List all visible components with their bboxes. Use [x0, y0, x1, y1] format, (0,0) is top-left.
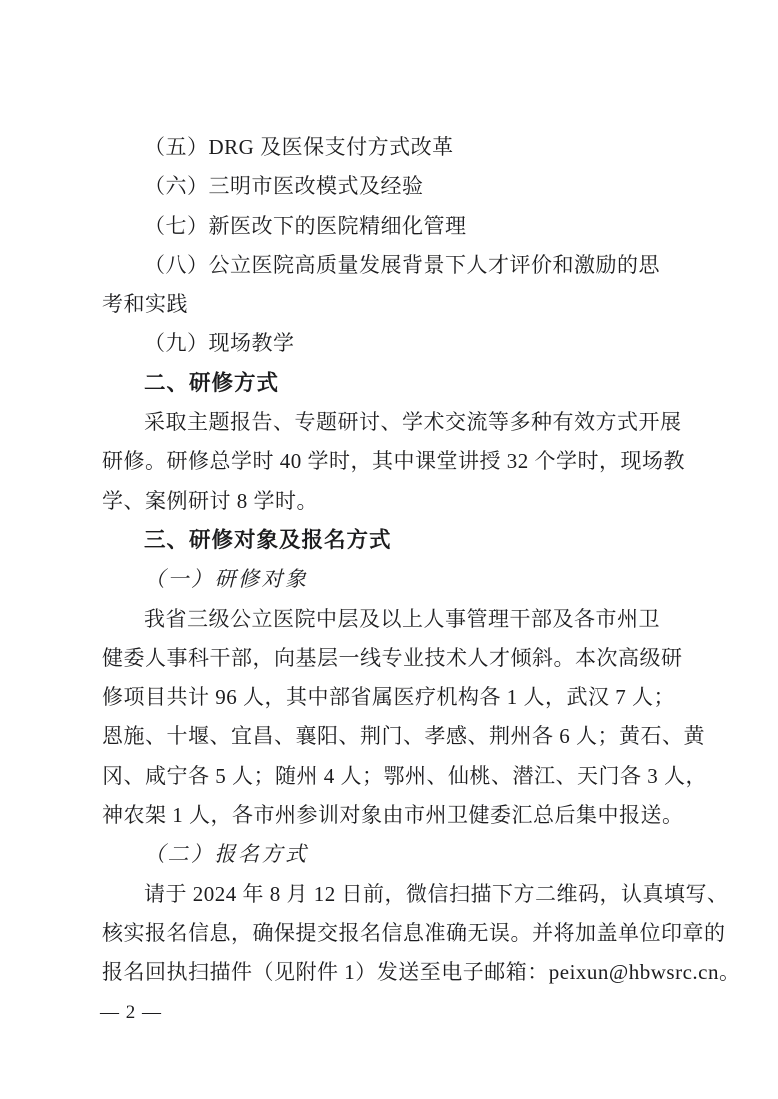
page-number: — 2 —: [100, 1002, 162, 1023]
heading-section-three-target-and-registration: 三、研修对象及报名方式: [144, 527, 392, 552]
para-target-line-3: 修项目共计 96 人，其中部省属医疗机构各 1 人，武汉 7 人；: [102, 685, 675, 710]
item-eight-talent-evaluation-line-2: 考和实践: [102, 292, 188, 317]
para-method-line-2: 研修。研修总学时 40 学时，其中课堂讲授 32 个学时，现场教: [102, 449, 685, 474]
item-seven-refined-management: （七）新医改下的医院精细化管理: [144, 213, 467, 238]
para-registration-line-1: 请于 2024 年 8 月 12 日前，微信扫描下方二维码，认真填写、: [144, 881, 729, 906]
item-eight-talent-evaluation-line-1: （八）公立医院高质量发展背景下人才评价和激励的思: [144, 252, 660, 277]
para-target-line-6: 神农架 1 人，各市州参训对象由市州卫健委汇总后集中报送。: [102, 803, 684, 828]
para-method-line-1: 采取主题报告、专题研讨、学术交流等多种有效方式开展: [144, 410, 682, 435]
item-nine-field-teaching: （九）现场教学: [144, 331, 295, 356]
subheading-two-registration-method: （二）报名方式: [144, 842, 309, 867]
para-target-line-1: 我省三级公立医院中层及以上人事管理干部及各市州卫: [144, 606, 660, 631]
item-five-drg-payment-reform: （五）DRG 及医保支付方式改革: [144, 135, 454, 159]
para-registration-line-3: 报名回执扫描件（见附件 1）发送至电子邮箱：peixun@hbwsrc.cn。: [102, 960, 741, 985]
heading-section-two-research-method: 二、研修方式: [144, 370, 280, 395]
para-registration-line-2: 核实报名信息，确保提交报名信息准确无误。并将加盖单位印章的: [102, 920, 726, 945]
para-target-line-5: 冈、咸宁各 5 人；随州 4 人；鄂州、仙桃、潜江、天门各 3 人，: [102, 763, 707, 788]
para-target-line-4: 恩施、十堰、宜昌、襄阳、荆门、孝感、荆州各 6 人；黄石、黄: [102, 724, 705, 749]
para-method-line-3: 学、案例研讨 8 学时。: [102, 488, 318, 513]
subheading-one-research-target: （一）研修对象: [144, 567, 309, 592]
item-six-sanming-model: （六）三明市医改模式及经验: [144, 174, 424, 199]
document-body: [102, 128, 741, 993]
para-target-line-2: 健委人事科干部，向基层一线专业技术人才倾斜。本次高级研: [102, 645, 683, 670]
